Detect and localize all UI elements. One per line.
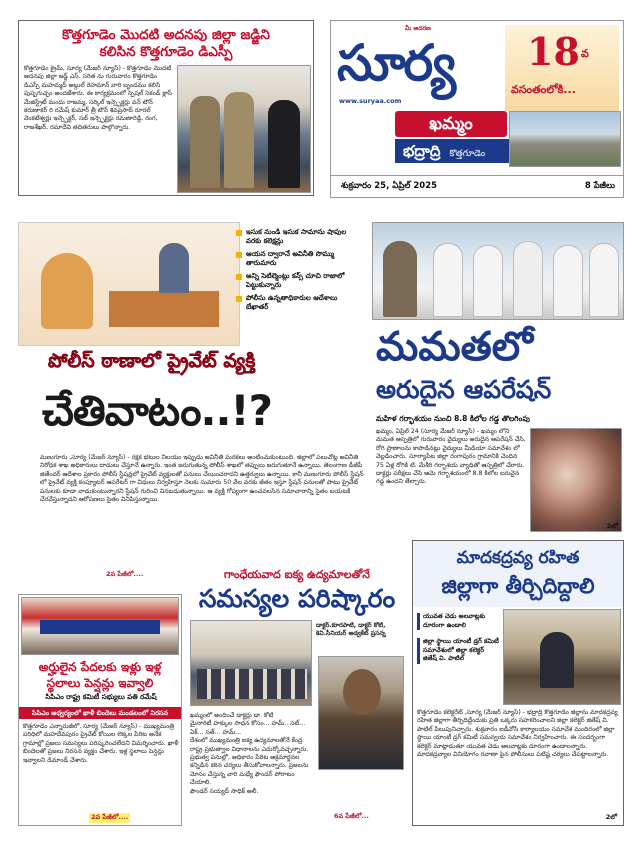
drug-free-district-story [412, 540, 624, 826]
masthead [330, 20, 624, 198]
logo-area: మీ ఆదరణ సూర్య www.suryaa.com [337, 25, 455, 105]
date-line: శుక్రవారం 25, ఏప్రిల్ 2025 8 పేజీలు [331, 175, 623, 195]
protest-banner [40, 620, 160, 634]
housing-body: కొత్తగూడెం ఎన్నారుజీలో, సూర్య (మేజర్ న్యూస్) - ముఖ్యమంత్రి పరిధిలో మహదేవపురం ప్రైవేట్ కోయిల లెక్కల పేరిట అనేక గ్రామాల్లో ప్రజలు సమస్యలు పరిష్కరించలేదని విమర్శించారు. ఖాళీ బిందెలతో ప్రజలు నిరసన వ్యక్తం చేశారు. ఇళ్ల స్థలాలు పెన్షన్లు ఇవ్వాలని డిమాండ్ చేశారు. [23, 723, 179, 764]
officer-figure [190, 96, 220, 188]
bullet-item: ఇసుక నుండి ఇసుక సామాను షాపుల వరకు కలెక్షన్లు [236, 228, 356, 246]
gandhi-continuation: 6వ పేజీలో... [334, 812, 369, 820]
conference-photo [190, 620, 312, 706]
cartoon-desk [109, 291, 219, 327]
doctor-figure [473, 245, 503, 317]
dsp-meeting-photo [177, 65, 311, 193]
doctor-figure [589, 243, 619, 317]
drug-headline-box: మాదకద్రవ్య రహిత జిల్లాగా తీర్చిదిద్దాలి [413, 541, 623, 607]
police-corruption-story [18, 222, 370, 600]
police-story-body: మణుగూరు ,సూర్య (మేజర్ న్యూస్) - రక్షక భటుల నిలయం ఇప్పుడు అవినీతి మరకలు అంటించుకుంటుంది. జిల్లాలో పలుచోట్ల అవినీతి నిరోధక శాఖ అధికారులు దాడులు చేస్తూనే ఉన్నారు. ఇంత జరుగుతున్న పోలీస్ శాఖలో తప్పులు జరుగుతూనే ఉన్నాయి. తెలంగాణ డీజీపీ జితేందర్ ఆదేశాల ప్రకారం పోలీస్ స్టేషన్లలో ప్రైవేట్ వ్యక్తులతో పనులు చేయించరాదని ఉత్తర్వులు ఉన్నాయి. కానీ మణుగూరు పోలీస్ స్టేషన్ లో ప్రైవేట్ వ్యక్తి కంప్యూటర్ ఆపరేటర్ గా విధులు నిర్వహిస్తూ నెలకు సుమారు 50 వేల వరకు జీతం ఇస్తూ స్టేషన్ పనులతో పాటు ప్రైవేట్ పనులకు కూడా వాడుకుంటున్నారని స్టేషన్ గురించి వినబడుతున్నాయి. ఆ వ్యక్తి గోప్యంగా ఉంచవలసిన సమాచారాన్ని సైతం బయటకి చేరవేస్తున్నాడని ఆరోపణలు సైతం వినిపిస్తున్నాయి. [40, 454, 364, 504]
doctor-figure [513, 241, 543, 317]
surgery-headline-2: అరుదైన ఆపరేషన్ [376, 375, 552, 404]
doctor-figure [433, 243, 463, 317]
speaker-portrait [318, 656, 404, 770]
patient-figure [383, 241, 417, 317]
gandhi-kicker: గాంధేయవాద ఐక్య ఉద్యమాలతోనే [224, 568, 370, 581]
housing-byline: సిపిఎం రాష్ట్ర కమిటీ సభ్యులు పతి రమేష్ [45, 693, 157, 701]
bullet-item: అన్ని సెటిల్మెంట్లు కన్స్ చూచి రాజాలో పెట్టుకున్నారు [236, 272, 356, 290]
edition-khammam-banner: ఖమ్మం [395, 111, 507, 137]
officer-figure [224, 92, 254, 188]
bridge-photo [509, 111, 621, 167]
collector-meeting-photo [503, 609, 621, 705]
doctor-figure [553, 245, 583, 317]
surgery-caption: మహిళ గర్భాశయం నుంచి 8.8 కిలోల గడ్డ తొలగింపు [376, 414, 530, 423]
gandhi-body: ఖమ్మంలో అందించే డాక్టర్లు డా. కోటి మైనారిటీ హక్కుల సాధన కోసం... హమ్.. సట్... ఏక్... సత్... హమ్... దేశంలో ముఖ్యమంత్రి ఐక్య ఉద్యమాలతోనే కేంద్ర రాష్ట్ర ప్రభుత్వాల విధానాలను ఎదుర్కోవచ్చన్నారు. ప్రభుత్వ పనుల్లో, అధికారం పేరిట అక్రమార్జనల కన్నిడిన కఠిన చర్యలు తీసుకోవాలన్నారు. ప్రజలను మోసం చేస్తున్న వారి మధ్యే ఫౌండర్ పోరాటం చేయాలి. ఫౌండర్ సయ్యద్ సాధిక్ అలీ. [190, 712, 309, 795]
cartoon-person [159, 243, 189, 293]
housing-headline: అర్హులైన పేదలకు ఇళ్లు ఇళ్ల స్థలాలు పెన్షన్లు ఇవ్వాలి [38, 660, 162, 690]
police-continuation: 2వ పేజీలో.... [106, 570, 144, 578]
story-headline: కొత్తగూడెం మొదటి అదనపు జిల్లా జడ్జిని కలిసిన కొత్తగూడెం డిఎస్పీ [62, 27, 270, 60]
housing-highlight: సిపిఎం ఆధ్వర్యంలో ఖాళీ బిందెలు మండలంలో నిరసన [19, 707, 181, 719]
police-subhead: పోలీస్ ఠాణాలో ప్రైవేట్ వ్యక్తి [48, 350, 256, 372]
suryaa-logo: సూర్య [337, 33, 455, 92]
housing-demand-story [18, 594, 182, 826]
police-story-bullets [236, 228, 356, 316]
doctors-team-photo [372, 222, 624, 320]
audience-row [197, 669, 307, 699]
protest-photo [21, 597, 179, 655]
edition-bhadradri-banner: భద్రాద్రి కొత్తగూడెం [395, 139, 573, 163]
tumor-photo [530, 428, 622, 532]
surgery-body: ఖమ్మం, ఏప్రిల్ 24 (సూర్య మేజర్ న్యూస్) - ఖమ్మం లోని మమత ఆస్పత్రిలో గురువారం వైద్యులు అరుదైన ఆపరేషన్ చేసి, రోగి ప్రాణాలను కాపాడినట్లు వైద్యులు మీడియా సమావేశం లో వెల్లడించారు. సూర్యాపేట జిల్లా రంగాపురం గ్రామానికి చెందిన 75 ఏళ్ల రోగికి టి. మేశీరి గర్భాశయ వ్యాధితో ఆస్పత్రిలో చేరారు. డాక్టర్లు పరీక్షలు చేసి ఆమె గర్భాశయంలో 8.8 కిలోల బరువైన గడ్డ ఉందని తేల్చారు. [376, 428, 526, 486]
judge-figure [268, 100, 300, 188]
story-body: కొత్తగూడెం క్రైమ్, సూర్య (మేజర్ న్యూస్) - కొత్తగూడెం మొదటి అదనపు జిల్లా జడ్జ్ ఎస్. సరిత ను గురువారం కొత్తగూడెం డిఎస్పీ మహమ్మద్ అబ్దుల్ రెహమాన్ వారి బృందము కలిసి పుష్పగుచ్చం అందజేశారు. ఈ కార్యక్రమంలో స్పెషల్ సెకండ్ క్లాస్ మేజిస్ట్రేట్ మందు రాజమ్మ, సర్కిల్ ఇన్స్పెక్టర్లు వన్ టౌన్ కరుణాకర్ రి రమేష్ కుమార్ త్రీ టౌన్ శివప్రసాద్ రూరల్ వెంకటేశ్వర్లు ఇన్స్పెక్టర్, సబ్ ఇన్స్పెక్టర్లు రమణారెడ్డి, రంగ, రాజశేఖర్, రమాదేవి తదితరులు పాల్గొన్నారు. [24, 65, 172, 131]
drug-bullets: యువత చెడు అలవాట్లకు దూరంగా ఉండాలి జిల్లా స్థాయి యాంటీ డ్రగ్ కమిటీ సమావేశంలో జిల్లా కలెక్టర్ జితేష్ వి. పాటిల్ [417, 613, 499, 664]
bullet-item: ఆయన ద్వారానే అవినీతి సొమ్ము తారుమారు [236, 250, 356, 268]
speaker-face [343, 669, 381, 715]
anniversary-badge: 18 వ వసంతంలోకి... [505, 25, 619, 111]
surgery-story [372, 222, 624, 538]
housing-continuation: 2వ పేజీలో.... [91, 813, 129, 821]
gandhi-byline: డాక్టర్.కూరపాటి, డాక్టర్ కోటి, కెవి.సీనియర్ అడ్వకేట్ ప్రసన్న [316, 622, 386, 638]
gandhi-headline: సమస్యల పరిష్కారం [198, 584, 396, 613]
gandhian-movement-story [186, 568, 408, 826]
bullet-item: పోలీసు ఉన్నతాధికారుల ఆదేశాలు బేఖాతర్ [236, 294, 356, 312]
dsp-meets-judge-story [18, 20, 314, 196]
drug-continuation: 2లో [605, 813, 617, 821]
drug-body: కొత్తగూడెం కలెక్టరేట్ ,సూర్య (మేజర్ న్యూస్) - భద్రాద్రి కొత్తగూడెం జిల్లాను మాదకద్రవ్య రహిత జిల్లాగా తీర్చిదిద్దేందుకు ప్రతి ఒక్కరు సహకరించాలని జిల్లా కలెక్టర్ జితేష్ వి. పాటిల్ పిలుపునిచ్చారు. శుక్రవారం ఐడీవోసి కార్యాలయం సమావేశ మందిరంలో జిల్లా స్థాయి యాంటీ డ్రగ్ కమిటీ సమన్వయ సమావేశం నిర్వహించారు. ఈ సందర్భంగా కలెక్టర్ మాట్లాడుతూ యువత చెడు అలవాట్లకు దూరంగా ఉండాలన్నారు. మాదకద్రవ్యాల వినియోగం రవాణా పైన పోలీసులు పటిష్ట చర్యలు చేపట్టాలన్నారు. [417, 709, 618, 759]
surgery-headline-1: మమతలో [376, 324, 533, 370]
collector-figure [540, 632, 574, 688]
police-headline: చేతివాటం..!? [42, 386, 272, 435]
cartoon-officer [41, 253, 93, 329]
police-cartoon [18, 222, 240, 346]
surgery-continuation: 2లో [606, 522, 618, 530]
